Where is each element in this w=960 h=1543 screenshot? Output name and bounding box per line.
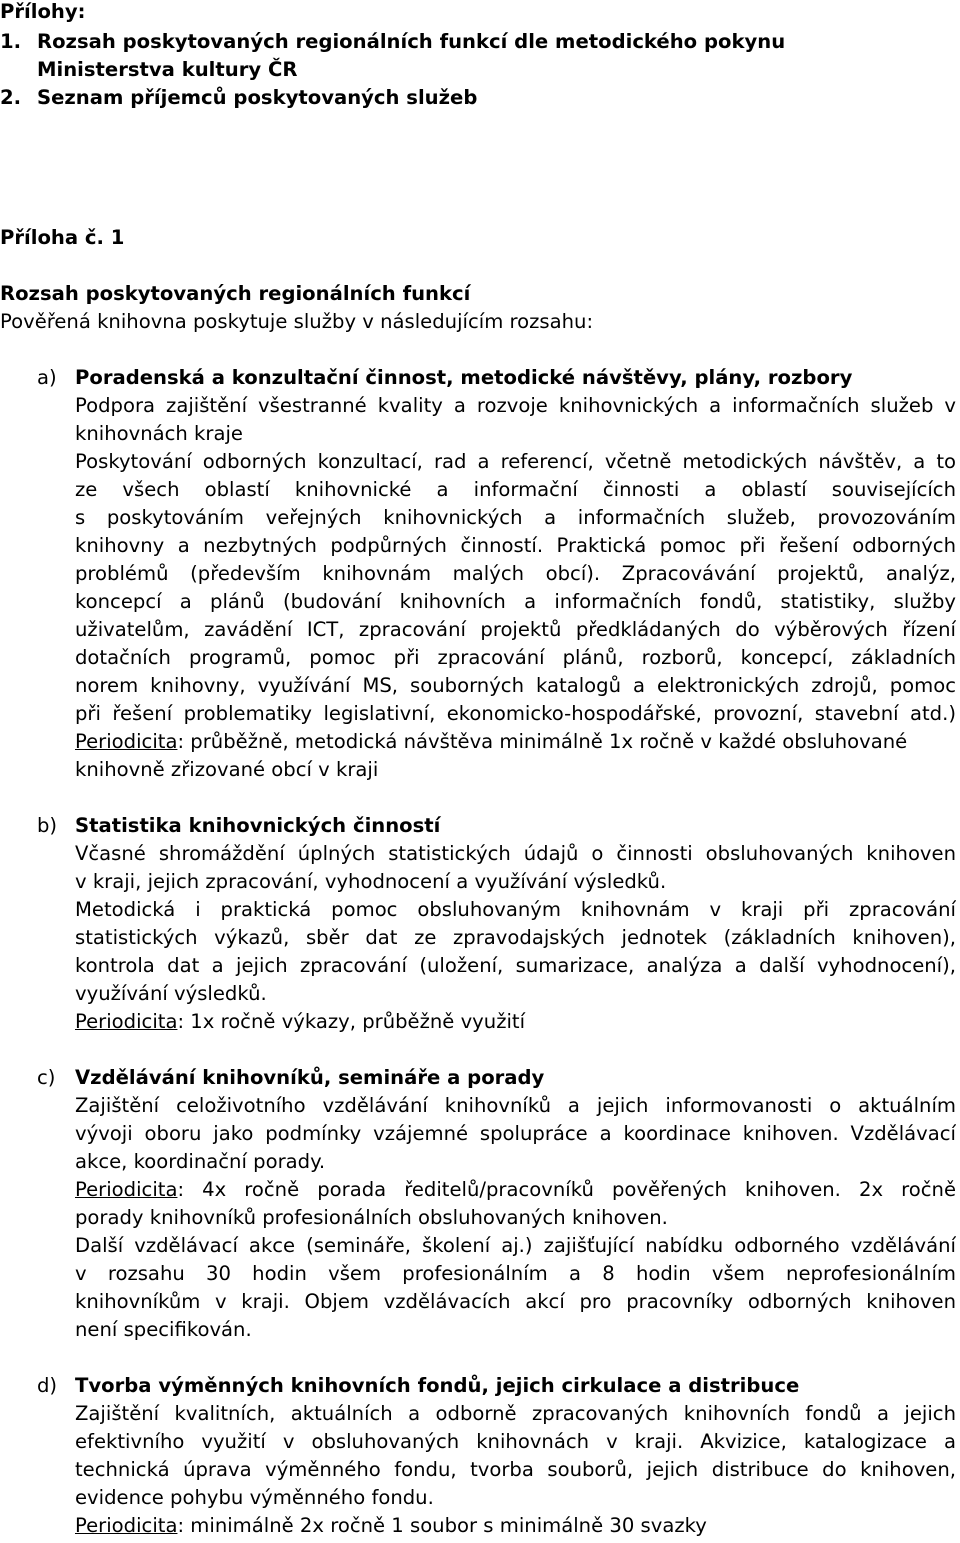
- section-b-line: kontrola dat a jejich zpracování (uložení, sumarizace, analýza a další vyhodnocení),: [75, 954, 956, 977]
- periodicity-label: Periodicita: [75, 1178, 178, 1201]
- section-d-periodicity: Periodicita: minimálně 2x ročně 1 soubor s minimálně 30 svazky: [75, 1514, 707, 1537]
- section-a-line: s poskytováním veřejných knihovnických a informačních služeb, provozováním: [75, 506, 956, 529]
- section-a-line: problémů (především knihovnám malých obcí). Zpracovávání projektů, analýz,: [75, 562, 956, 585]
- section-c-line: vývoji oboru jako podmínky vzájemné spolupráce a koordinace knihoven. Vzdělávací: [75, 1122, 956, 1145]
- section-a-line: ze všech oblastí knihovnické a informační činnosti a oblastí souvisejících: [75, 478, 956, 501]
- section-a-line: při řešení problematiky legislativní, ekonomicko-hospodářské, provozní, stavební atd.): [75, 702, 956, 725]
- section-c-extra-line: v rozsahu 30 hodin všem profesionálním a 8 hodin všem neprofesionálním: [75, 1262, 956, 1285]
- section-c-marker: c): [37, 1066, 56, 1089]
- attachments-title: Přílohy:: [0, 0, 86, 23]
- section-a-line: uživatelům, zavádění ICT, zpracování projektů předkládaných do výběrových řízení: [75, 618, 956, 641]
- section-b-title: Statistika knihovnických činností: [75, 814, 441, 837]
- section-b-periodicity: Periodicita: 1x ročně výkazy, průběžně využití: [75, 1010, 526, 1033]
- section-a-title: Poradenská a konzultační činnost, metodické návštěvy, plány, rozbory: [75, 366, 853, 389]
- section-b-line: využívání výsledků.: [75, 982, 267, 1005]
- section-d-line: technická úprava výměnného fondu, tvorba souborů, jejich distribuce do knihoven,: [75, 1458, 956, 1481]
- periodicity-label: Periodicita: [75, 730, 178, 753]
- periodicity-label: Periodicita: [75, 1010, 178, 1033]
- section-a-line: Poskytování odborných konzultací, rad a referencí, včetně metodických návštěv, a to: [75, 450, 956, 473]
- section-c-extra-line: knihovníkům v kraji. Objem vzdělávacích akcí pro pracovníky odborných knihoven: [75, 1290, 956, 1313]
- attachment-item-1-continued: Ministerstva kultury ČR: [37, 58, 298, 81]
- section-d-line: Zajištění kvalitních, aktuálních a odborně zpracovaných knihovních fondů a jejich: [75, 1402, 956, 1425]
- section-c-periodicity: Periodicita: 4x ročně porada ředitelů/pracovníků pověřených knihoven. 2x ročně: [75, 1178, 956, 1201]
- section-b-marker: b): [37, 814, 58, 837]
- section-c-line: Zajištění celoživotního vzdělávání knihovníků a jejich informovanosti o aktuálním: [75, 1094, 956, 1117]
- section-a-line: Podpora zajištění všestranné kvality a rozvoje knihovnických a informačních služeb v: [75, 394, 956, 417]
- section-a-line: dotačních programů, pomoc při zpracování plánů, rozborů, koncepcí, základních: [75, 646, 956, 669]
- section-b-line: Metodická i praktická pomoc obsluhovaným knihovnám v kraji při zpracování: [75, 898, 956, 921]
- attachment-item-2-number: 2.: [0, 86, 22, 109]
- section-c-title: Vzdělávání knihovníků, semináře a porady: [75, 1066, 545, 1089]
- section-a-line: norem knihovny, využívání MS, souborných katalogů a elektronických zdrojů, pomoc: [75, 674, 956, 697]
- section-d-title: Tvorba výměnných knihovních fondů, jejich cirkulace a distribuce: [75, 1374, 800, 1397]
- section-d-marker: d): [37, 1374, 58, 1397]
- section-b-line: v kraji, jejich zpracování, vyhodnocení a využívání výsledků.: [75, 870, 667, 893]
- attachment-item-1-number: 1.: [0, 30, 22, 53]
- section-c-extra-line: není specifikován.: [75, 1318, 252, 1341]
- section-b-line: statistických výkazů, sběr dat ze zpravodajských jednotek (základních knihoven),: [75, 926, 956, 949]
- section-a-periodicity-continued: knihovně zřizované obcí v kraji: [75, 758, 379, 781]
- section-a-periodicity: Periodicita: průběžně, metodická návštěva minimálně 1x ročně v každé obsluhované: [75, 730, 908, 753]
- section-a-line: koncepcí a plánů (budování knihovních a informačních fondů, statistiky, služby: [75, 590, 956, 613]
- section-c-extra-line: Další vzdělávací akce (semináře, školení aj.) zajišťující nabídku odborného vzdělávání: [75, 1234, 956, 1257]
- section-d-line: efektivního využití v obsluhovaných knihovnách v kraji. Akvizice, katalogizace a: [75, 1430, 956, 1453]
- annex-label: Příloha č. 1: [0, 226, 125, 249]
- section-d-line: evidence pohybu výměnného fondu.: [75, 1486, 434, 1509]
- annex-intro: Pověřená knihovna poskytuje služby v následujícím rozsahu:: [0, 310, 594, 333]
- section-a-marker: a): [37, 366, 57, 389]
- periodicity-label: Periodicita: [75, 1514, 178, 1537]
- attachment-item-1: Rozsah poskytovaných regionálních funkcí dle metodického pokynu: [37, 30, 786, 53]
- section-b-line: Včasné shromáždění úplných statistických údajů o činnosti obsluhovaných knihoven: [75, 842, 956, 865]
- annex-heading: Rozsah poskytovaných regionálních funkcí: [0, 282, 471, 305]
- section-a-line: knihovny a nezbytných podpůrných činností. Praktická pomoc při řešení odborných: [75, 534, 956, 557]
- section-c-periodicity-continued: porady knihovníků profesionálních obsluhovaných knihoven.: [75, 1206, 668, 1229]
- attachment-item-2: Seznam příjemců poskytovaných služeb: [37, 86, 478, 109]
- section-c-line: akce, koordinační porady.: [75, 1150, 326, 1173]
- section-a-line: knihovnách kraje: [75, 422, 243, 445]
